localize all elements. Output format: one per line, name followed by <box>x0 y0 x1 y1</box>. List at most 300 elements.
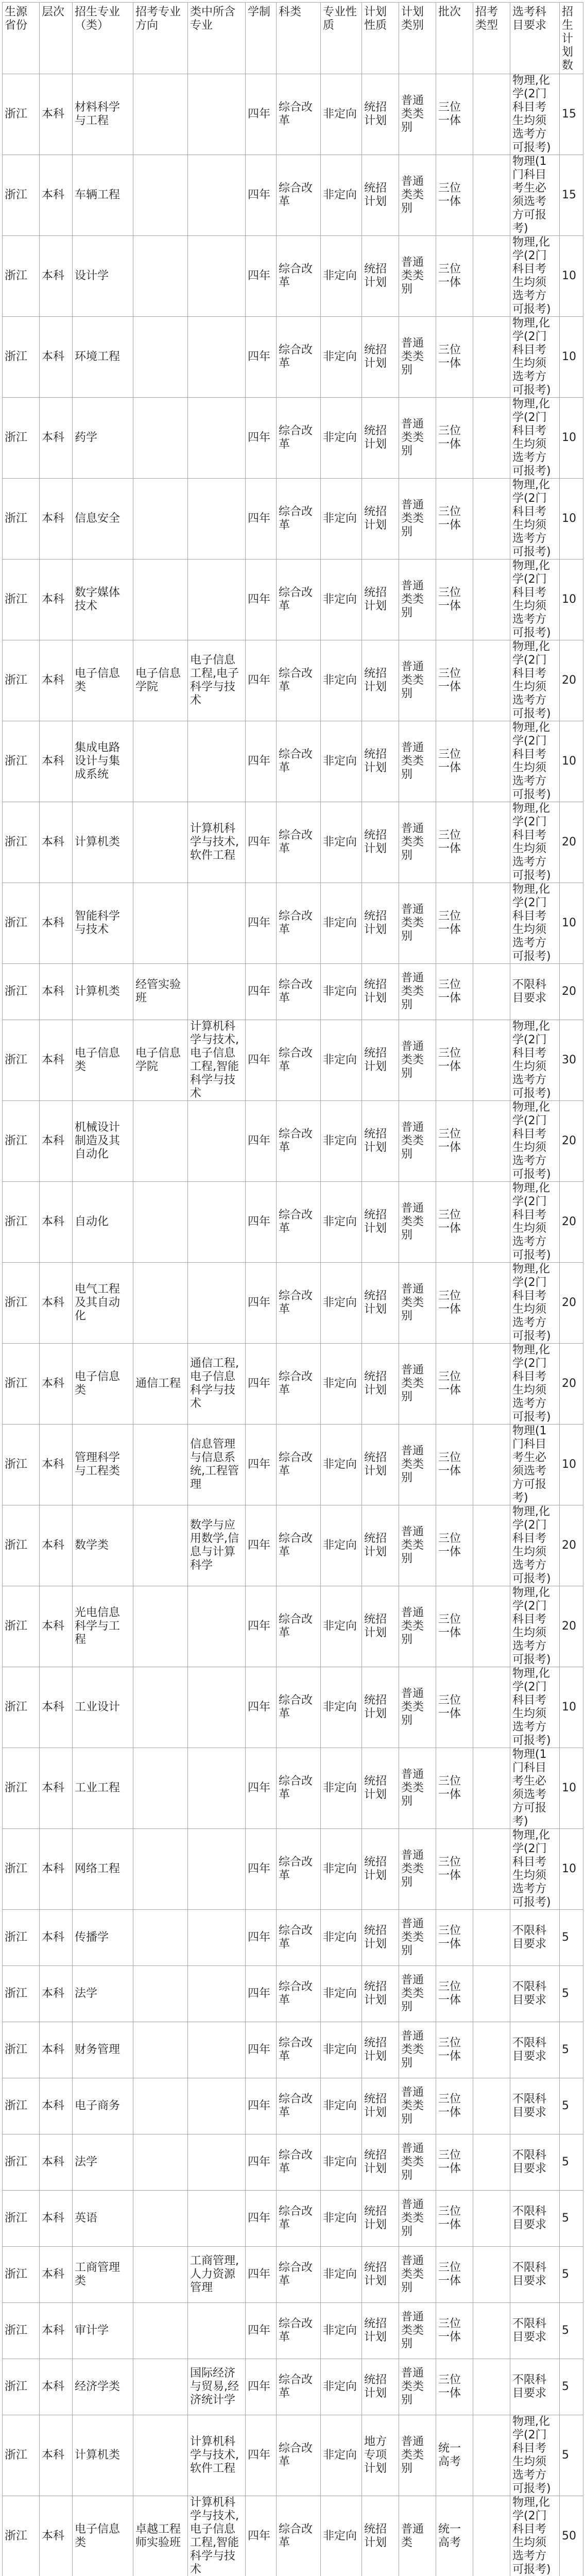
table-row <box>3 640 583 721</box>
cell-province: 浙江 <box>3 479 40 560</box>
table-row <box>3 2078 583 2134</box>
table-row <box>3 1425 583 1505</box>
cell-major-nature: 非定向 <box>321 1020 362 1101</box>
cell-plan-nature: 统招计划 <box>362 802 399 883</box>
cell-major: 网络工程 <box>73 1829 133 1910</box>
cell-subject-requirement: 不限科目要求 <box>510 1910 560 1966</box>
table-row <box>3 1748 583 1829</box>
cell-major-nature: 非定向 <box>321 1344 362 1425</box>
cell-included-majors <box>188 398 246 479</box>
cell-subject-category: 综合改革 <box>277 2247 321 2303</box>
cell-subject-requirement: 物理,化学(2门科目考生均须选考方可报考) <box>510 2415 560 2496</box>
cell-included-majors <box>188 2022 246 2078</box>
cell-plan-category: 普通类类别 <box>399 883 436 964</box>
cell-included-majors: 通信工程,电子信息科学与技术 <box>188 1344 246 1425</box>
cell-plan-count: 5 <box>560 2247 583 2303</box>
cell-batch: 三位一体 <box>436 2134 473 2191</box>
cell-duration: 四年 <box>246 2191 277 2247</box>
cell-direction: 卓越工程师实验班 <box>133 2496 188 2576</box>
cell-major-nature: 非定向 <box>321 155 362 236</box>
table-row <box>3 1667 583 1748</box>
cell-exam-type <box>473 2359 510 2415</box>
cell-duration: 四年 <box>246 1586 277 1667</box>
cell-exam-type <box>473 2134 510 2191</box>
cell-province: 浙江 <box>3 1344 40 1425</box>
cell-province: 浙江 <box>3 236 40 317</box>
cell-batch: 三位一体 <box>436 74 473 155</box>
table-row <box>3 236 583 317</box>
header-cell-province: 生源省份 <box>3 3 40 74</box>
cell-exam-type <box>473 883 510 964</box>
cell-included-majors <box>188 1182 246 1263</box>
cell-subject-category: 综合改革 <box>277 236 321 317</box>
cell-plan-category: 普通类类别 <box>399 479 436 560</box>
cell-province: 浙江 <box>3 2134 40 2191</box>
cell-plan-count: 5 <box>560 2303 583 2359</box>
cell-plan-category: 普通类类别 <box>399 802 436 883</box>
cell-plan-count: 20 <box>560 1586 583 1667</box>
cell-plan-category: 普通类类别 <box>399 2415 436 2496</box>
cell-level: 本科 <box>40 479 73 560</box>
cell-exam-type <box>473 640 510 721</box>
cell-level: 本科 <box>40 2359 73 2415</box>
cell-included-majors <box>188 1748 246 1829</box>
cell-major-nature: 非定向 <box>321 236 362 317</box>
cell-batch: 三位一体 <box>436 1344 473 1425</box>
cell-major: 药学 <box>73 398 133 479</box>
header-cell-major: 招生专业（类） <box>73 3 133 74</box>
table-row <box>3 155 583 236</box>
table-row <box>3 317 583 398</box>
cell-major-nature: 非定向 <box>321 1667 362 1748</box>
cell-plan-nature: 统招计划 <box>362 2303 399 2359</box>
cell-plan-count: 15 <box>560 74 583 155</box>
cell-subject-category: 综合改革 <box>277 1829 321 1910</box>
cell-major-nature: 非定向 <box>321 1966 362 2022</box>
cell-level: 本科 <box>40 2078 73 2134</box>
cell-batch: 三位一体 <box>436 560 473 640</box>
cell-plan-category: 普通类类别 <box>399 1344 436 1425</box>
cell-duration: 四年 <box>246 1263 277 1344</box>
cell-included-majors: 计算机科学与技术,软件工程 <box>188 2415 246 2496</box>
cell-province: 浙江 <box>3 1829 40 1910</box>
table-row <box>3 2415 583 2496</box>
cell-batch: 三位一体 <box>436 2303 473 2359</box>
cell-level: 本科 <box>40 1182 73 1263</box>
table-row <box>3 479 583 560</box>
cell-plan-category: 普通类类别 <box>399 398 436 479</box>
cell-batch: 三位一体 <box>436 1966 473 2022</box>
cell-direction <box>133 2359 188 2415</box>
cell-plan-category: 普通类类别 <box>399 317 436 398</box>
cell-duration: 四年 <box>246 721 277 802</box>
cell-level: 本科 <box>40 802 73 883</box>
cell-included-majors <box>188 1667 246 1748</box>
cell-included-majors: 数学与应用数学,信息与计算科学 <box>188 1505 246 1586</box>
cell-duration: 四年 <box>246 1966 277 2022</box>
cell-exam-type <box>473 1263 510 1344</box>
cell-level: 本科 <box>40 1101 73 1182</box>
header-cell-plan-count: 招生计划数 <box>560 3 583 74</box>
table-row <box>3 1182 583 1263</box>
cell-subject-category: 综合改革 <box>277 1425 321 1505</box>
cell-major: 法学 <box>73 2134 133 2191</box>
cell-plan-nature: 统招计划 <box>362 236 399 317</box>
cell-province: 浙江 <box>3 640 40 721</box>
cell-subject-requirement: 不限科目要求 <box>510 2303 560 2359</box>
cell-subject-category: 综合改革 <box>277 2022 321 2078</box>
cell-batch: 三位一体 <box>436 964 473 1020</box>
cell-level: 本科 <box>40 236 73 317</box>
cell-plan-category: 普通类类别 <box>399 2247 436 2303</box>
cell-plan-category: 普通类类别 <box>399 155 436 236</box>
cell-exam-type <box>473 1910 510 1966</box>
cell-major: 车辆工程 <box>73 155 133 236</box>
cell-province: 浙江 <box>3 1182 40 1263</box>
cell-plan-count: 20 <box>560 802 583 883</box>
cell-batch: 三位一体 <box>436 1263 473 1344</box>
cell-exam-type <box>473 2496 510 2576</box>
cell-major: 计算机类 <box>73 964 133 1020</box>
header-cell-subject-category: 科类 <box>277 3 321 74</box>
cell-province: 浙江 <box>3 398 40 479</box>
cell-province: 浙江 <box>3 1425 40 1505</box>
cell-major-nature: 非定向 <box>321 1505 362 1586</box>
cell-province: 浙江 <box>3 2359 40 2415</box>
cell-major-nature: 非定向 <box>321 317 362 398</box>
cell-batch: 三位一体 <box>436 1910 473 1966</box>
cell-included-majors <box>188 1586 246 1667</box>
cell-plan-category: 普通类类别 <box>399 560 436 640</box>
cell-level: 本科 <box>40 2496 73 2576</box>
cell-province: 浙江 <box>3 1263 40 1344</box>
cell-subject-category: 综合改革 <box>277 2415 321 2496</box>
cell-exam-type <box>473 1748 510 1829</box>
cell-plan-category: 普通类类别 <box>399 1829 436 1910</box>
cell-plan-nature: 统招计划 <box>362 964 399 1020</box>
cell-major-nature: 非定向 <box>321 640 362 721</box>
cell-major-nature: 非定向 <box>321 1586 362 1667</box>
cell-subject-category: 综合改革 <box>277 1344 321 1425</box>
cell-province: 浙江 <box>3 2496 40 2576</box>
cell-duration: 四年 <box>246 2359 277 2415</box>
cell-plan-category: 普通类类别 <box>399 1101 436 1182</box>
cell-direction <box>133 1505 188 1586</box>
header-cell-plan-nature: 计划性质 <box>362 3 399 74</box>
cell-subject-category: 综合改革 <box>277 398 321 479</box>
cell-included-majors <box>188 479 246 560</box>
cell-level: 本科 <box>40 74 73 155</box>
cell-level: 本科 <box>40 1966 73 2022</box>
cell-plan-count: 10 <box>560 317 583 398</box>
cell-duration: 四年 <box>246 236 277 317</box>
cell-plan-count: 5 <box>560 2022 583 2078</box>
cell-batch: 三位一体 <box>436 317 473 398</box>
cell-subject-category: 综合改革 <box>277 2359 321 2415</box>
cell-subject-requirement: 物理,化学(2门科目考生均须选考方可报考) <box>510 479 560 560</box>
cell-province: 浙江 <box>3 2303 40 2359</box>
cell-direction <box>133 155 188 236</box>
header-cell-major-nature: 专业性质 <box>321 3 362 74</box>
cell-duration: 四年 <box>246 398 277 479</box>
table-row <box>3 560 583 640</box>
cell-plan-nature: 统招计划 <box>362 1586 399 1667</box>
cell-level: 本科 <box>40 560 73 640</box>
cell-major: 财务管理 <box>73 2022 133 2078</box>
cell-exam-type <box>473 155 510 236</box>
cell-included-majors <box>188 2078 246 2134</box>
cell-direction: 电子信息学院 <box>133 640 188 721</box>
cell-province: 浙江 <box>3 1966 40 2022</box>
table-row <box>3 398 583 479</box>
cell-exam-type <box>473 74 510 155</box>
cell-subject-requirement: 物理,化学(2门科目考生均须选考方可报考) <box>510 883 560 964</box>
cell-plan-category: 普通类 <box>399 2496 436 2576</box>
cell-direction <box>133 398 188 479</box>
cell-direction: 电子信息学院 <box>133 1020 188 1101</box>
cell-subject-requirement: 物理,化学(2门科目考生均须选考方可报考) <box>510 74 560 155</box>
cell-plan-nature: 地方专项计划 <box>362 2415 399 2496</box>
cell-plan-count: 20 <box>560 1344 583 1425</box>
cell-batch: 统一高考 <box>436 2496 473 2576</box>
cell-level: 本科 <box>40 398 73 479</box>
cell-major: 集成电路设计与集成系统 <box>73 721 133 802</box>
cell-level: 本科 <box>40 640 73 721</box>
cell-subject-category: 综合改革 <box>277 1667 321 1748</box>
cell-major-nature: 非定向 <box>321 1910 362 1966</box>
cell-plan-nature: 统招计划 <box>362 2134 399 2191</box>
cell-direction <box>133 2415 188 2496</box>
cell-direction <box>133 2303 188 2359</box>
table-row <box>3 2359 583 2415</box>
cell-major: 工业设计 <box>73 1667 133 1748</box>
cell-plan-category: 普通类类别 <box>399 1182 436 1263</box>
table-row <box>3 2022 583 2078</box>
cell-direction: 通信工程 <box>133 1344 188 1425</box>
cell-major-nature: 非定向 <box>321 1748 362 1829</box>
cell-direction <box>133 1667 188 1748</box>
table-row <box>3 1344 583 1425</box>
cell-plan-count: 10 <box>560 1667 583 1748</box>
cell-major: 电子商务 <box>73 2078 133 2134</box>
cell-plan-nature: 统招计划 <box>362 1966 399 2022</box>
cell-major-nature: 非定向 <box>321 2415 362 2496</box>
table-row <box>3 1966 583 2022</box>
header-cell-level: 层次 <box>40 3 73 74</box>
table-row <box>3 1910 583 1966</box>
cell-subject-requirement: 物理,化学(2门科目考生均须选考方可报考) <box>510 560 560 640</box>
cell-major: 法学 <box>73 1966 133 2022</box>
cell-direction <box>133 1748 188 1829</box>
cell-plan-category: 普通类类别 <box>399 2191 436 2247</box>
cell-exam-type <box>473 1182 510 1263</box>
cell-subject-category: 综合改革 <box>277 1748 321 1829</box>
cell-plan-nature: 统招计划 <box>362 721 399 802</box>
cell-exam-type <box>473 964 510 1020</box>
cell-exam-type <box>473 1101 510 1182</box>
cell-major: 经济学类 <box>73 2359 133 2415</box>
cell-province: 浙江 <box>3 964 40 1020</box>
cell-direction <box>133 1101 188 1182</box>
header-cell-included-majors: 类中所含专业 <box>188 3 246 74</box>
cell-duration: 四年 <box>246 155 277 236</box>
cell-major-nature: 非定向 <box>321 2134 362 2191</box>
cell-subject-requirement: 不限科目要求 <box>510 2359 560 2415</box>
cell-subject-requirement: 不限科目要求 <box>510 2191 560 2247</box>
cell-exam-type <box>473 2247 510 2303</box>
cell-major-nature: 非定向 <box>321 398 362 479</box>
cell-province: 浙江 <box>3 1101 40 1182</box>
table-row <box>3 2247 583 2303</box>
cell-plan-category: 普通类类别 <box>399 1263 436 1344</box>
table-row <box>3 2303 583 2359</box>
cell-plan-count: 20 <box>560 1182 583 1263</box>
cell-major: 工业工程 <box>73 1748 133 1829</box>
cell-direction <box>133 74 188 155</box>
cell-direction <box>133 1586 188 1667</box>
cell-major-nature: 非定向 <box>321 2496 362 2576</box>
cell-direction <box>133 2191 188 2247</box>
cell-batch: 三位一体 <box>436 155 473 236</box>
cell-subject-requirement: 物理,化学(2门科目考生均须选考方可报考) <box>510 721 560 802</box>
cell-subject-requirement: 不限科目要求 <box>510 1966 560 2022</box>
cell-province: 浙江 <box>3 1748 40 1829</box>
cell-subject-requirement: 不限科目要求 <box>510 2134 560 2191</box>
cell-included-majors <box>188 1966 246 2022</box>
cell-subject-requirement: 物理(1门科目考生必须选考方可报考) <box>510 1748 560 1829</box>
cell-subject-requirement: 物理,化学(2门科目考生均须选考方可报考) <box>510 1667 560 1748</box>
cell-included-majors: 信息管理与信息系统,工程管理 <box>188 1425 246 1505</box>
cell-included-majors <box>188 2134 246 2191</box>
cell-province: 浙江 <box>3 1505 40 1586</box>
cell-plan-count: 20 <box>560 1101 583 1182</box>
cell-plan-count: 5 <box>560 2359 583 2415</box>
enrollment-plan-table <box>2 2 583 2576</box>
cell-major: 环境工程 <box>73 317 133 398</box>
cell-duration: 四年 <box>246 2247 277 2303</box>
cell-major-nature: 非定向 <box>321 2247 362 2303</box>
table-row <box>3 1829 583 1910</box>
cell-major: 设计学 <box>73 236 133 317</box>
cell-direction <box>133 721 188 802</box>
cell-included-majors: 计算机科学与技术,软件工程 <box>188 802 246 883</box>
cell-plan-nature: 统招计划 <box>362 2191 399 2247</box>
cell-level: 本科 <box>40 2134 73 2191</box>
cell-plan-nature: 统招计划 <box>362 1505 399 1586</box>
cell-subject-requirement: 物理,化学(2门科目考生均须选考方可报考) <box>510 236 560 317</box>
cell-direction <box>133 1910 188 1966</box>
cell-major: 数学类 <box>73 1505 133 1586</box>
cell-exam-type <box>473 1020 510 1101</box>
cell-duration: 四年 <box>246 1182 277 1263</box>
cell-subject-category: 综合改革 <box>277 1182 321 1263</box>
cell-included-majors <box>188 2191 246 2247</box>
cell-duration: 四年 <box>246 1829 277 1910</box>
cell-included-majors <box>188 155 246 236</box>
cell-batch: 三位一体 <box>436 802 473 883</box>
cell-subject-requirement: 物理,化学(2门科目考生均须选考方可报考) <box>510 1344 560 1425</box>
cell-plan-count: 10 <box>560 560 583 640</box>
cell-included-majors <box>188 1263 246 1344</box>
cell-level: 本科 <box>40 883 73 964</box>
header-cell-exam-type: 招考类型 <box>473 3 510 74</box>
cell-duration: 四年 <box>246 883 277 964</box>
cell-level: 本科 <box>40 2191 73 2247</box>
cell-level: 本科 <box>40 1667 73 1748</box>
cell-batch: 三位一体 <box>436 1586 473 1667</box>
cell-subject-category: 综合改革 <box>277 2134 321 2191</box>
cell-subject-requirement: 不限科目要求 <box>510 2022 560 2078</box>
cell-subject-category: 综合改革 <box>277 2303 321 2359</box>
cell-plan-count: 5 <box>560 2078 583 2134</box>
cell-duration: 四年 <box>246 479 277 560</box>
cell-province: 浙江 <box>3 1586 40 1667</box>
cell-plan-category: 普通类类别 <box>399 1020 436 1101</box>
cell-plan-category: 普通类类别 <box>399 2078 436 2134</box>
header-cell-direction: 招考专业方向 <box>133 3 188 74</box>
cell-province: 浙江 <box>3 2022 40 2078</box>
cell-plan-nature: 统招计划 <box>362 398 399 479</box>
cell-batch: 三位一体 <box>436 1425 473 1505</box>
cell-subject-category: 综合改革 <box>277 1505 321 1586</box>
cell-major-nature: 非定向 <box>321 2359 362 2415</box>
cell-level: 本科 <box>40 2415 73 2496</box>
cell-plan-category: 普通类类别 <box>399 2134 436 2191</box>
table-row <box>3 883 583 964</box>
cell-plan-count: 5 <box>560 2191 583 2247</box>
cell-direction <box>133 2078 188 2134</box>
cell-major: 管理科学与工程类 <box>73 1425 133 1505</box>
cell-duration: 四年 <box>246 1344 277 1425</box>
cell-province: 浙江 <box>3 2191 40 2247</box>
header-cell-plan-category: 计划类别 <box>399 3 436 74</box>
cell-included-majors: 电子信息工程,电子科学与技术 <box>188 640 246 721</box>
cell-subject-category: 综合改革 <box>277 317 321 398</box>
cell-included-majors: 国际经济与贸易,经济统计学 <box>188 2359 246 2415</box>
cell-level: 本科 <box>40 1748 73 1829</box>
cell-major: 传播学 <box>73 1910 133 1966</box>
cell-major: 数字媒体技术 <box>73 560 133 640</box>
cell-batch: 三位一体 <box>436 1829 473 1910</box>
cell-level: 本科 <box>40 721 73 802</box>
table-row <box>3 74 583 155</box>
cell-plan-category: 普通类类别 <box>399 2303 436 2359</box>
cell-direction: 经管实验班 <box>133 964 188 1020</box>
cell-subject-category: 综合改革 <box>277 883 321 964</box>
cell-exam-type <box>473 317 510 398</box>
cell-duration: 四年 <box>246 1910 277 1966</box>
cell-included-majors <box>188 560 246 640</box>
cell-province: 浙江 <box>3 1020 40 1101</box>
cell-plan-count: 10 <box>560 479 583 560</box>
cell-level: 本科 <box>40 1020 73 1101</box>
cell-plan-count: 10 <box>560 1425 583 1505</box>
cell-exam-type <box>473 1586 510 1667</box>
cell-plan-nature: 统招计划 <box>362 2247 399 2303</box>
cell-major: 电子信息类 <box>73 640 133 721</box>
cell-level: 本科 <box>40 1910 73 1966</box>
cell-exam-type <box>473 398 510 479</box>
cell-subject-category: 综合改革 <box>277 1966 321 2022</box>
cell-plan-nature: 统招计划 <box>362 640 399 721</box>
cell-plan-nature: 统招计划 <box>362 1101 399 1182</box>
cell-plan-nature: 统招计划 <box>362 317 399 398</box>
cell-plan-nature: 统招计划 <box>362 883 399 964</box>
cell-exam-type <box>473 1344 510 1425</box>
cell-subject-category: 综合改革 <box>277 1020 321 1101</box>
cell-direction <box>133 2022 188 2078</box>
cell-subject-requirement: 物理,化学(2门科目考生均须选考方可报考) <box>510 1586 560 1667</box>
